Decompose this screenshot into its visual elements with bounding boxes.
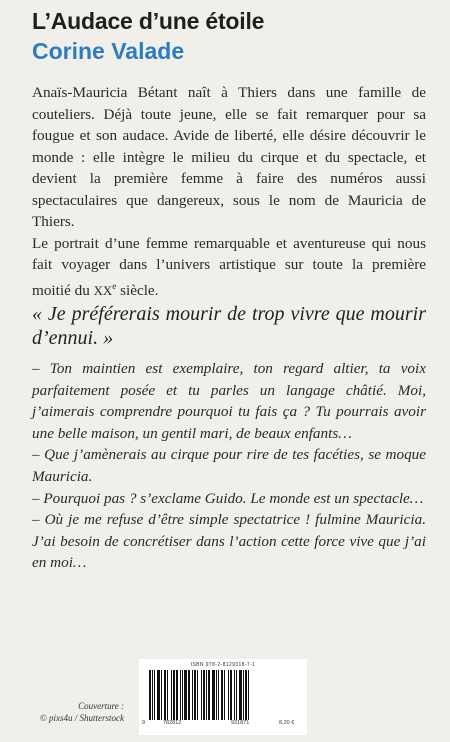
barcode-bar: [239, 670, 242, 720]
barcode-bar: [180, 670, 181, 720]
barcode-bar: [173, 670, 175, 720]
cover-credit: [28, 700, 124, 724]
dialogue-line: – Ton maintien est exemplaire, ton regard altier, ta voix parfaitement posée et tu parles un langage châtié. Moi, j’aimerais comprendre pourquoi tu fais ça ? Tu pourrais avoir une belle maison, un gentil mari, de beaux enfants…: [32, 360, 426, 442]
barcode-bar: [228, 670, 229, 720]
barcode-bar: [194, 670, 196, 720]
barcode-digits: [139, 720, 307, 730]
pull-quote: « Je préférerais mourir de trop vivre que mourir d’ennui. »: [32, 303, 426, 349]
barcode-bar: [176, 670, 178, 720]
dialogue-line: – Pourquoi pas ? s’exclame Guido. Le monde est un spectacle…: [32, 489, 424, 507]
barcode-bar: [236, 670, 237, 720]
barcode-bar: [243, 670, 244, 720]
barcode-bar: [221, 670, 223, 720]
barcode: [139, 659, 307, 735]
dialogue-excerpt: [32, 358, 426, 574]
barcode-bar: [212, 670, 215, 720]
dialogue-line: – Où je me refuse d’être simple spectatrice ! fulmine Mauricia. J’ai besoin de concrétiser dans l’action cette force vive que j’ai en moi…: [32, 511, 426, 572]
century-numeral: XX: [93, 282, 113, 298]
century-suffix: e: [112, 280, 117, 291]
credit-label: Couverture :: [78, 701, 124, 711]
barcode-bar: [245, 670, 247, 720]
barcode-group-right: 931871: [231, 720, 250, 726]
book-title: L’Audace d’une étoile: [32, 8, 265, 34]
barcode-group-left: 782812: [163, 720, 182, 726]
barcode-bar: [218, 670, 219, 720]
barcode-bar: [188, 670, 190, 720]
summary-paragraph-1: Anaïs-Mauricia Bétant naît à Thiers dans une famille de couteliers. Déjà toute jeune, elle se fait remarquer pour sa fougue et son audace. Avide de liberté, elle désire découvrir le monde : elle intègre le milieu du cirque et du spectacle, et devient la première femme à faire des numéros aussi spectaculaires que dangereux, sous le nom de Mauricia de Thiers.: [32, 84, 426, 230]
barcode-bar: [197, 670, 198, 720]
barcode-bars: [149, 670, 297, 720]
barcode-bar: [157, 670, 160, 720]
barcode-bar: [171, 670, 172, 720]
isbn-text: ISBN 978-2-8129318-7-1: [190, 662, 256, 668]
barcode-bar: [206, 670, 207, 720]
barcode-bar: [164, 670, 166, 720]
barcode-bar: [154, 670, 155, 720]
barcode-bar: [167, 670, 168, 720]
barcode-price: 8,20 €: [279, 720, 295, 726]
barcode-bar: [203, 670, 205, 720]
barcode-bar: [201, 670, 202, 720]
barcode-bar: [184, 670, 187, 720]
barcode-bar: [208, 670, 210, 720]
summary-paragraph-2-end: siècle.: [116, 281, 159, 299]
barcode-bar: [192, 670, 193, 720]
barcode-bar: [149, 670, 151, 720]
book-author: Corine Valade: [32, 38, 185, 64]
barcode-lead-digit: 9: [142, 720, 146, 726]
summary-text: [32, 82, 426, 301]
barcode-bar: [216, 670, 217, 720]
summary-paragraph-2-start: Le portrait d’une femme remarquable et aventureuse qui nous fait voyager dans l’univers artistique sur toute la première moitié du: [32, 234, 426, 299]
barcode-bar: [182, 670, 183, 720]
dialogue-line: – Que j’amènerais au cirque pour rire de tes facéties, se moque Mauricia.: [32, 446, 426, 485]
credit-source: © pixs4u / Shutterstock: [39, 713, 124, 723]
barcode-bar: [230, 670, 232, 720]
barcode-bar: [152, 670, 153, 720]
barcode-bar: [234, 670, 235, 720]
barcode-bar: [161, 670, 162, 720]
barcode-bar: [248, 670, 249, 720]
barcode-bar: [224, 670, 225, 720]
summary-paragraph-2: [32, 233, 426, 302]
